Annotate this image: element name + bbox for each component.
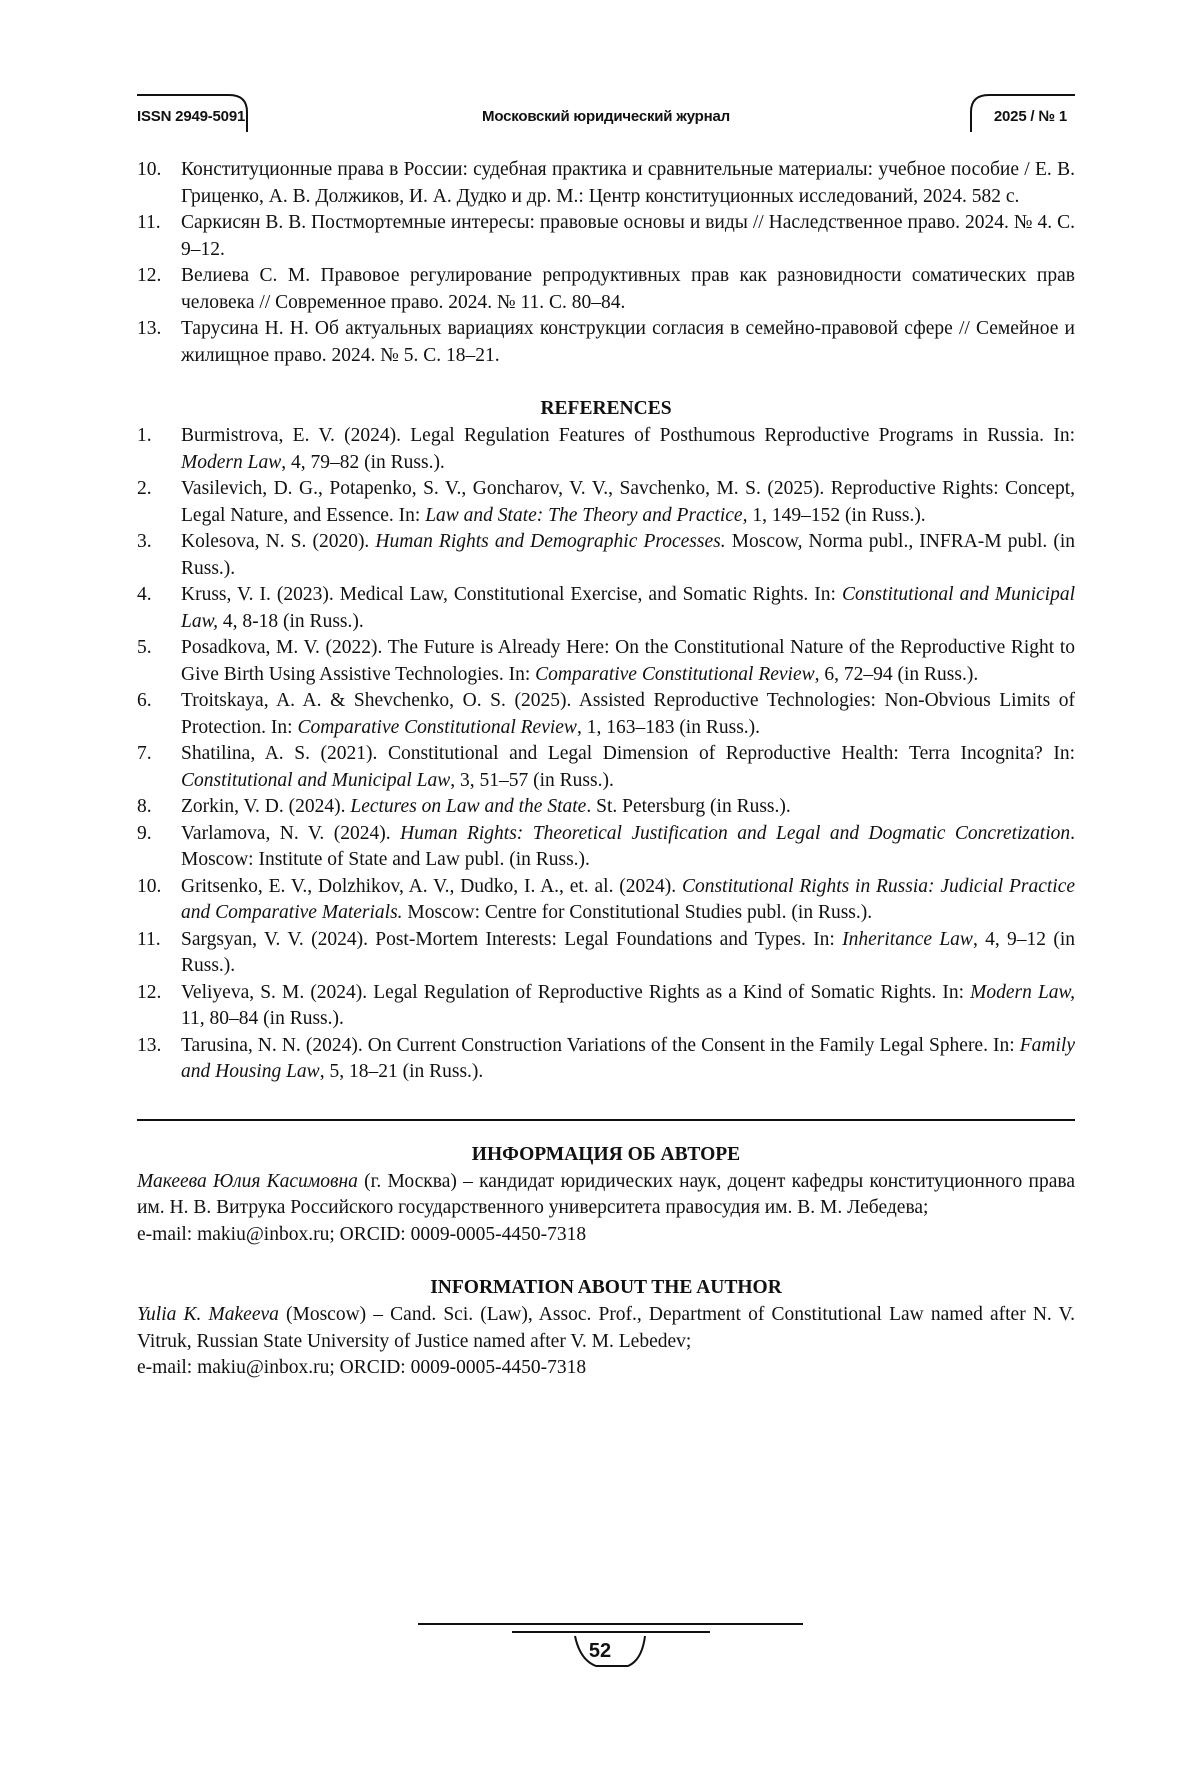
reference-item xyxy=(137,927,1075,980)
author-contact-en: e-mail: makiu@inbox.ru; ORCID: 0009-0005-4450-7318 xyxy=(137,1355,1075,1382)
russian-reference-list xyxy=(137,157,1075,369)
reference-item xyxy=(137,423,1075,476)
reference-text: , 1, 163–183 (in Russ.). xyxy=(577,717,760,738)
reference-text: , 4, 9–12 (in Russ.). xyxy=(181,929,1075,977)
author-info-en xyxy=(137,1302,1075,1355)
reference-item xyxy=(137,688,1075,741)
reference-text: Burmistrova, E. V. (2024). Legal Regulation Features of Posthumous Reproductive Programs in Russia. In: xyxy=(181,425,1075,446)
reference-item xyxy=(137,741,1075,794)
reference-text: , 6, 72–94 (in Russ.). xyxy=(815,664,979,685)
reference-text: Troitskaya, A. A. & Shevchenko, O. S. (2025). Assisted Reproductive Technologies: Non-Obvious Limits of Protection. In: xyxy=(181,690,1075,738)
page-footer xyxy=(0,1620,1200,1700)
reference-source-title: Human Rights: Theoretical Justification and Legal and Dogmatic Concretization xyxy=(400,823,1070,844)
reference-text: Moscow, Norma publ., INFRA-M publ. (in Russ.). xyxy=(181,531,1075,579)
author-contact-ru: e-mail: makiu@inbox.ru; ORCID: 0009-0005-4450-7318 xyxy=(137,1222,1075,1249)
reference-text: Велиева С. М. Правовое регулирование репродуктивных прав как разновидности соматических прав человека // Современное право. 2024. № 11. С. 80–84. xyxy=(181,265,1075,313)
reference-text: 11, 80–84 (in Russ.). xyxy=(181,1008,344,1029)
reference-item xyxy=(137,316,1075,369)
reference-number: 8. xyxy=(137,794,152,821)
reference-item xyxy=(137,582,1075,635)
reference-item xyxy=(137,476,1075,529)
reference-source-title: Constitutional and Municipal Law xyxy=(181,770,450,791)
reference-item xyxy=(137,794,1075,821)
author-info-heading-en: INFORMATION ABOUT THE AUTHOR xyxy=(137,1274,1075,1302)
reference-number: 3. xyxy=(137,529,152,556)
reference-item xyxy=(137,874,1075,927)
reference-text: . Moscow: Institute of State and Law publ. (in Russ.). xyxy=(181,823,1075,871)
reference-number: 4. xyxy=(137,582,152,609)
reference-text: Shatilina, A. S. (2021). Constitutional and Legal Dimension of Reproductive Health: Terra Incognita? In: xyxy=(181,743,1075,764)
reference-text: Kolesova, N. S. (2020). xyxy=(181,531,375,552)
reference-source-title: Constitutional Rights in Russia: Judicial Practice and Comparative Materials. xyxy=(181,876,1075,924)
section-divider xyxy=(137,1119,1075,1121)
reference-item xyxy=(137,821,1075,874)
header-journal-title: Московский юридический журнал xyxy=(137,108,1075,125)
reference-number: 1. xyxy=(137,423,152,450)
reference-source-title: Modern Law xyxy=(181,452,281,473)
reference-text: 4, 8-18 (in Russ.). xyxy=(218,611,364,632)
reference-number: 11. xyxy=(137,927,161,954)
reference-text: , 3, 51–57 (in Russ.). xyxy=(450,770,614,791)
author-name-ru: Макеева Юлия Касимовна xyxy=(137,1171,358,1192)
reference-source-title: Comparative Constitutional Review xyxy=(297,717,576,738)
reference-text: . St. Petersburg (in Russ.). xyxy=(586,796,790,817)
author-affiliation-ru: (г. Москва) – кандидат юридических наук, доцент кафедры конституционного права им. Н. В. Витрука Российского государственного университета правосудия им. В. М. Лебедева; xyxy=(137,1171,1075,1219)
reference-text: , 4, 79–82 (in Russ.). xyxy=(281,452,445,473)
reference-text: Zorkin, V. D. (2024). xyxy=(181,796,350,817)
reference-source-title: Inheritance Law xyxy=(842,929,973,950)
reference-number: 5. xyxy=(137,635,152,662)
reference-source-title: Constitutional and Municipal Law, xyxy=(181,584,1075,632)
english-reference-list xyxy=(137,423,1075,1086)
reference-text: Posadkova, M. V. (2022). The Future is Already Here: On the Constitutional Nature of the Reproductive Right to Give Birth Using Assistive Technologies. In: xyxy=(181,637,1075,685)
page-content xyxy=(137,157,1075,1382)
author-name-en: Yulia K. Makeeva xyxy=(137,1304,279,1325)
reference-item xyxy=(137,635,1075,688)
reference-text: Тарусина Н. Н. Об актуальных вариациях конструкции согласия в семейно-правовой сфере // Семейное и жилищное право. 2024. № 5. С. 18–21. xyxy=(181,318,1075,366)
reference-source-title: Lectures on Law and the State xyxy=(350,796,586,817)
reference-text: Конституционные права в России: судебная практика и сравнительные материалы: учебное пособие / Е. В. Гриценко, А. В. Должиков, И. А. Дудко и др. М.: Центр конституционных исследований, 2024. 582 с. xyxy=(181,159,1075,207)
author-info-heading-ru: ИНФОРМАЦИЯ ОБ АВТОРЕ xyxy=(137,1141,1075,1169)
reference-source-title: Modern Law, xyxy=(970,982,1075,1003)
reference-number: 12. xyxy=(137,263,161,290)
reference-item xyxy=(137,529,1075,582)
reference-number: 7. xyxy=(137,741,152,768)
reference-number: 10. xyxy=(137,157,161,184)
author-affiliation-en: (Moscow) – Cand. Sci. (Law), Assoc. Prof., Department of Constitutional Law named after N. V. Vitruk, Russian State University of Justice named after V. M. Lebedev; xyxy=(137,1304,1075,1352)
reference-text: Gritsenko, E. V., Dolzhikov, A. V., Dudko, I. A., et. al. (2024). xyxy=(181,876,682,897)
reference-item xyxy=(137,263,1075,316)
reference-text: Vasilevich, D. G., Potapenko, S. V., Goncharov, V. V., Savchenko, M. S. (2025). Reproductive Rights: Concept, Legal Nature, and Essence. In: xyxy=(181,478,1075,526)
reference-item xyxy=(137,1033,1075,1086)
author-info-ru xyxy=(137,1169,1075,1222)
reference-item xyxy=(137,157,1075,210)
reference-text: Tarusina, N. N. (2024). On Current Construction Variations of the Consent in the Family Legal Sphere. In: xyxy=(181,1035,1020,1056)
running-header xyxy=(137,90,1075,140)
reference-number: 10. xyxy=(137,874,161,901)
reference-text: Varlamova, N. V. (2024). xyxy=(181,823,400,844)
reference-number: 12. xyxy=(137,980,161,1007)
reference-number: 13. xyxy=(137,1033,161,1060)
reference-source-title: Comparative Constitutional Review xyxy=(535,664,814,685)
reference-text: Kruss, V. I. (2023). Medical Law, Constitutional Exercise, and Somatic Rights. In: xyxy=(181,584,842,605)
reference-text: Moscow: Centre for Constitutional Studies publ. (in Russ.). xyxy=(403,902,873,923)
reference-text: Veliyeva, S. M. (2024). Legal Regulation of Reproductive Rights as a Kind of Somatic Rights. In: xyxy=(181,982,970,1003)
reference-number: 11. xyxy=(137,210,161,237)
reference-number: 9. xyxy=(137,821,152,848)
reference-number: 2. xyxy=(137,476,152,503)
reference-text: 1, 149–152 (in Russ.). xyxy=(747,505,925,526)
reference-source-title: Family and Housing Law xyxy=(181,1035,1075,1083)
references-heading: REFERENCES xyxy=(137,395,1075,423)
reference-text: Саркисян В. В. Постмортемные интересы: правовые основы и виды // Наследственное право. 2024. № 4. С. 9–12. xyxy=(181,212,1075,260)
reference-source-title: Law and State: The Theory and Practice, xyxy=(425,505,747,526)
header-issn: ISSN 2949-5091 xyxy=(137,108,245,125)
page-number: 52 xyxy=(0,1640,1200,1663)
reference-text: , 5, 18–21 (in Russ.). xyxy=(320,1061,484,1082)
header-issue: 2025 / № 1 xyxy=(994,108,1067,125)
reference-number: 13. xyxy=(137,316,161,343)
reference-number: 6. xyxy=(137,688,152,715)
reference-text: Sargsyan, V. V. (2024). Post-Mortem Interests: Legal Foundations and Types. In: xyxy=(181,929,842,950)
reference-source-title: Human Rights and Demographic Processes. xyxy=(375,531,725,552)
reference-item xyxy=(137,980,1075,1033)
reference-item xyxy=(137,210,1075,263)
